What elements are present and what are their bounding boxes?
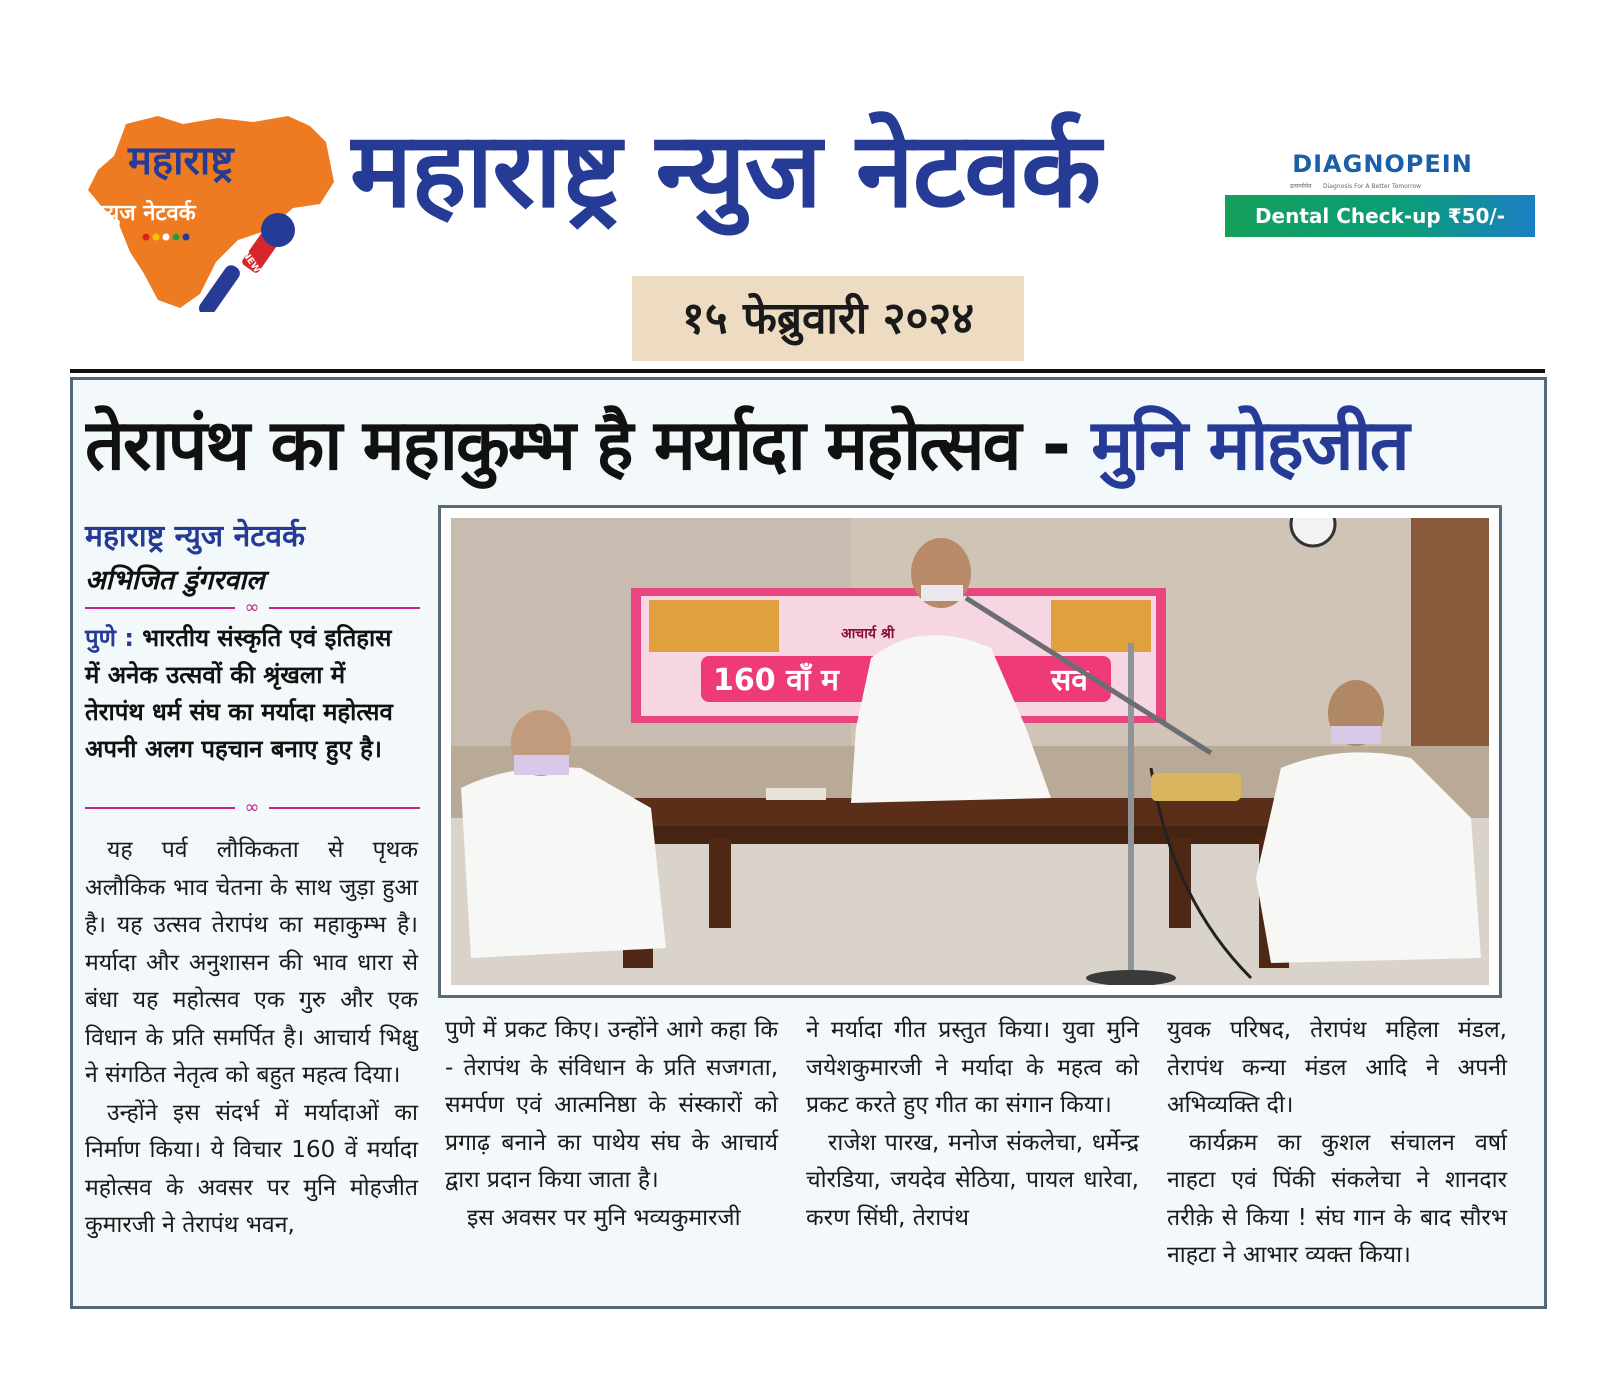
paragraph: राजेश पारख, मनोज संकलेचा, धर्मेन्द्र चोरडिया, जयदेव सेठिया, पायल धारेवा, करण सिंघी, तेरापंथ: [806, 1129, 1139, 1231]
issue-date: १५ फेब्रुवारी २०२४: [632, 276, 1024, 361]
banner-title: 160 वाँ म: [713, 663, 839, 698]
paragraph: ने मर्यादा गीत प्रस्तुत किया। युवा मुनि जयेशकुमारजी ने मर्यादा के महत्व को प्रकट करते हुए गीत का संगान किया।: [806, 1017, 1139, 1118]
ad-tagline: [1290, 182, 1421, 190]
paragraph: कार्यक्रम का कुशल संचालन वर्षा नाहटा एवं पिंकी संकलेचा ने शानदार तरीक़े से किया ! संघ गान के बाद सौरभ नाहटा ने आभार व्यक्त किया।: [1167, 1129, 1507, 1268]
article-column-3: [806, 1012, 1139, 1237]
dateline-city: पुणे :: [85, 624, 134, 652]
ornament-divider: ∞: [85, 798, 420, 818]
paragraph: युवक परिषद, तेरापंथ महिला मंडल, तेरापंथ कन्या मंडल आदि ने अपनी अभिव्यक्ति दी।: [1167, 1017, 1507, 1118]
article-column-1: [85, 832, 418, 1245]
article-photo: [438, 505, 1502, 998]
banner-title-tail: सव: [1051, 663, 1088, 698]
diagnopein-ad[interactable]: [1225, 140, 1540, 250]
paragraph: पुणे में प्रकट किए। उन्होंने आगे कहा कि - तेरापंथ के संविधान के प्रति सजगता, समर्पण एवं आत्मनिष्ठा के संस्कारों को प्रगाढ़ बनाने का पाथेय संघ के आचार्य द्वारा प्रदान किया जाता है।: [445, 1017, 778, 1193]
headline-main: तेरापंथ का महाकुम्भ है मर्यादा महोत्सव -: [85, 404, 1092, 486]
mic-label: NEWS: [239, 249, 266, 281]
byline-reporter: अभिजित डुंगरवाल: [85, 565, 265, 596]
ornament-divider: ∞: [85, 598, 420, 618]
banner-line: आचार्य श्री: [841, 626, 895, 642]
ad-offer: Dental Check-up ₹50/-: [1225, 195, 1535, 237]
ad-tagline-text: Diagnosis For A Better Tomorrow: [1323, 183, 1422, 190]
logo-subtitle: न्युज नेटवर्क: [100, 201, 196, 226]
intro-text: भारतीय संस्कृति एवं इतिहास में अनेक उत्सवों की श्रृंखला में तेरापंथ धर्म संघ का मर्यादा महोत्सव अपनी अलग पहचान बनाए हुए है।: [85, 624, 393, 763]
byline-organization: महाराष्ट्र न्युज नेटवर्क: [85, 519, 306, 554]
paragraph: यह पर्व लौकिकता से पृथक अलौकिक भाव चेतना के साथ जुड़ा हुआ है। यह उत्सव तेरापंथ का महाकुम्भ है। मर्यादा और अनुशासन की भाव धारा से बंधा यह महोत्सव एक गुरु और एक विधान के प्रति समर्पित है। आचार्य भिक्षु ने संगठित नेतृत्व को बहुत महत्व दिया।: [85, 837, 418, 1088]
publication-logo: [88, 112, 338, 312]
article-headline: [85, 390, 1535, 500]
paragraph: इस अवसर पर मुनि भव्यकुमारजी: [467, 1204, 741, 1231]
article-column-2: [445, 1012, 778, 1237]
headline-accent: मुनि मोहजीत: [1091, 404, 1408, 486]
masthead-title: महाराष्ट्र न्युज नेटवर्क: [350, 109, 1100, 231]
article-column-4: [1167, 1012, 1507, 1275]
logo-title: महाराष्ट्र: [128, 138, 234, 184]
ad-brand: DIAGNOPEIN: [1292, 150, 1473, 178]
article-intro: [85, 620, 405, 768]
paragraph: उन्होंने इस संदर्भ में मर्यादाओं का निर्माण किया। ये विचार 160 वें मर्यादा महोत्सव के अवसर पर मुनि मोहजीत कुमारजी ने तेरापंथ भवन,: [85, 1099, 418, 1238]
ad-brand-native: डायग्नोपेन: [1290, 183, 1312, 190]
article-frame: [70, 377, 1547, 1309]
header-rule: [70, 369, 1545, 373]
